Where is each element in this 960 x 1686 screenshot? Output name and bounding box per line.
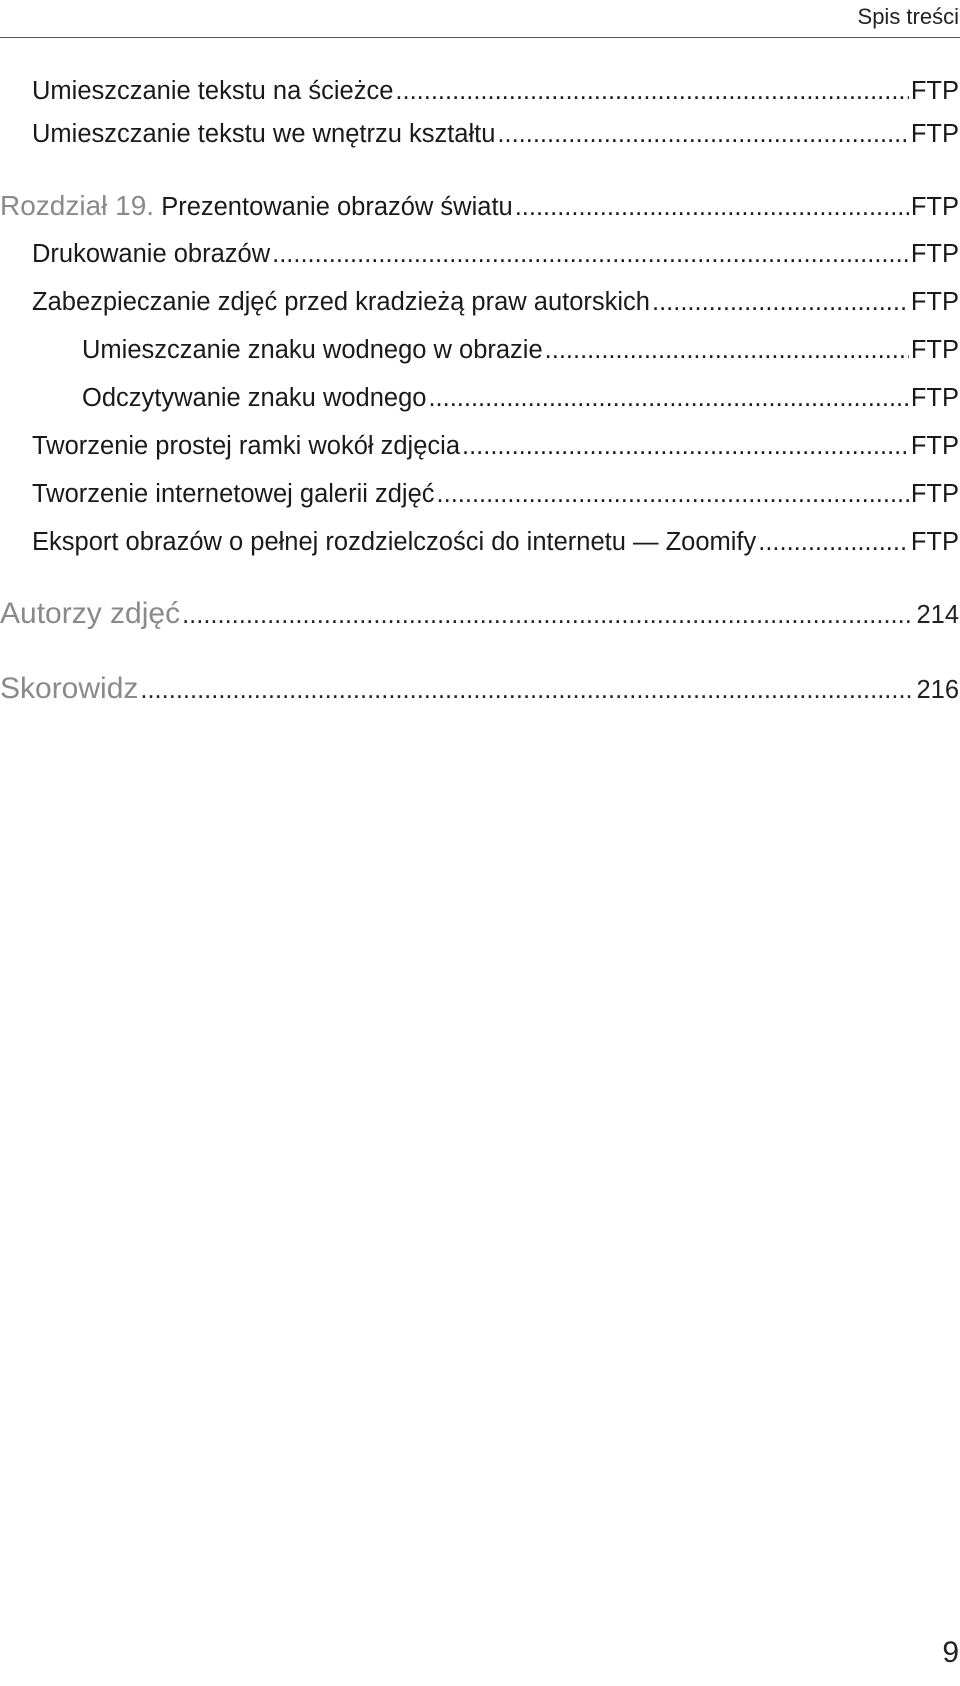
toc-entry-title: Zabezpieczanie zdjęć przed kradzieżą praw autorskich bbox=[32, 288, 650, 316]
toc-entry-page: FTP bbox=[910, 193, 959, 221]
toc-entry-page: FTP bbox=[910, 288, 959, 316]
toc-leader bbox=[497, 110, 908, 158]
toc-leader bbox=[272, 230, 909, 278]
chapter-number: Rozdział 19. bbox=[0, 190, 155, 221]
toc-part-entry[interactable] bbox=[0, 590, 960, 638]
toc-entry[interactable] bbox=[0, 72, 960, 110]
toc-entry-page: FTP bbox=[910, 120, 959, 148]
toc-entry-title: Odczytywanie znaku wodnego bbox=[82, 384, 427, 412]
toc-entry-page: 214 bbox=[916, 601, 959, 629]
toc-entry-page: FTP bbox=[910, 528, 959, 556]
toc-entry-page: 216 bbox=[916, 676, 959, 704]
toc-entry-title: Eksport obrazów o pełnej rozdzielczości do internetu — Zoomify bbox=[32, 528, 757, 556]
toc-leader bbox=[395, 72, 908, 110]
toc-entry-page: FTP bbox=[910, 432, 959, 460]
toc-part-title: Skorowidz bbox=[0, 672, 139, 705]
toc-leader bbox=[437, 470, 909, 518]
toc-entry-title: Tworzenie prostej ramki wokół zdjęcia bbox=[32, 432, 460, 460]
toc-entry-title: Umieszczanie tekstu na ścieżce bbox=[32, 77, 394, 105]
toc-entry-title: Umieszczanie znaku wodnego w obrazie bbox=[82, 336, 543, 364]
running-header: Spis treści bbox=[857, 4, 959, 29]
page-number: 9 bbox=[942, 1636, 959, 1669]
toc-entry-page: FTP bbox=[910, 480, 959, 508]
toc-entry-page: FTP bbox=[910, 384, 959, 412]
toc-chapter-title bbox=[0, 182, 513, 230]
toc-leader bbox=[545, 326, 909, 374]
toc-leader bbox=[428, 374, 908, 422]
toc-leader bbox=[140, 666, 914, 713]
toc-entry-title: Drukowanie obrazów bbox=[32, 240, 271, 268]
toc-entry-title: Umieszczanie tekstu we wnętrzu kształtu bbox=[32, 120, 496, 148]
toc-leader bbox=[515, 183, 909, 230]
toc-leader bbox=[652, 278, 909, 326]
toc-entry[interactable] bbox=[0, 422, 960, 470]
toc-entry[interactable] bbox=[0, 518, 960, 566]
toc-entry[interactable] bbox=[0, 230, 960, 278]
toc-entry-page: FTP bbox=[910, 336, 959, 364]
toc-entry[interactable] bbox=[0, 470, 960, 518]
toc-entry-page: FTP bbox=[910, 77, 959, 105]
toc-entry[interactable] bbox=[0, 278, 960, 326]
toc-leader bbox=[758, 518, 909, 566]
toc-leader bbox=[462, 422, 909, 470]
table-of-contents bbox=[0, 72, 960, 713]
toc-part-entry[interactable] bbox=[0, 665, 960, 713]
header-rule bbox=[0, 37, 960, 38]
toc-leader bbox=[182, 591, 914, 638]
toc-subentry[interactable] bbox=[0, 326, 960, 374]
toc-chapter-entry[interactable] bbox=[0, 182, 960, 230]
toc-part-title: Autorzy zdjęć bbox=[0, 597, 181, 630]
chapter-title: Prezentowanie obrazów światu bbox=[161, 193, 513, 221]
toc-entry-page: FTP bbox=[910, 240, 959, 268]
toc-entry-title: Tworzenie internetowej galerii zdjęć bbox=[32, 480, 435, 508]
toc-entry[interactable] bbox=[0, 110, 960, 158]
toc-subentry[interactable] bbox=[0, 374, 960, 422]
